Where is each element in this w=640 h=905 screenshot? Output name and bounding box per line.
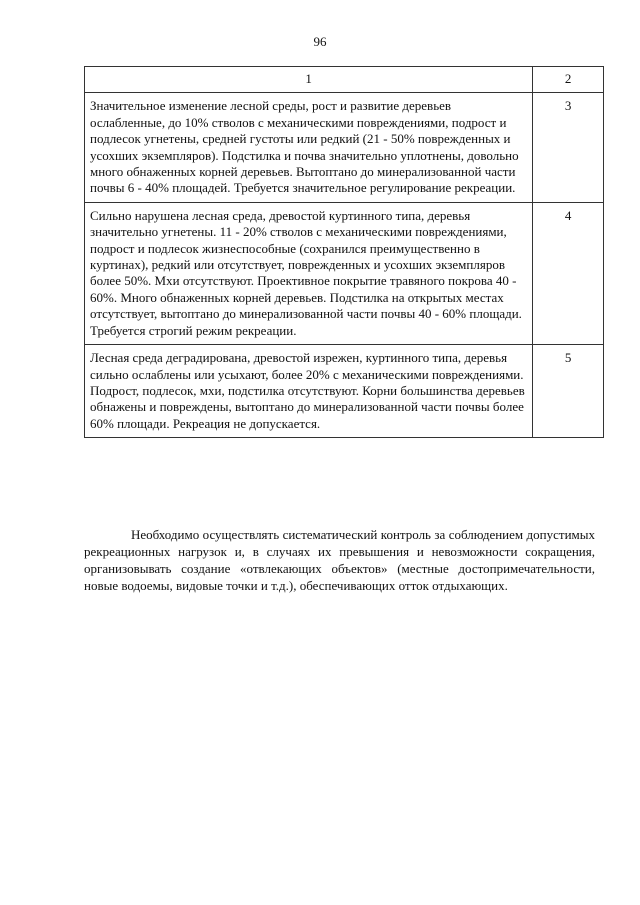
level-cell: 4 — [533, 202, 604, 344]
table-row — [85, 202, 604, 344]
description-cell: Значительное изменение лесной среды, рост и развитие деревьев ослабленные, до 10% стволов с механическими повреждениями, подрост и подлесок угнетены, средней густоты или редкий (21 - 50% поврежденных и усохших экземпляров). Подстилка и почва значительно уплотнены, довольно много обнаженных корней деревьев. Вытоптано до минерализованной части почвы 6 - 40% площадей. Требуется значительное регулирование рекреации. — [85, 93, 533, 202]
table-row — [85, 93, 604, 202]
level-cell: 5 — [533, 345, 604, 438]
description-cell: Лесная среда деградирована, древостой изрежен, куртинного типа, деревья сильно ослаблены или усыхают, более 20% с механическими повреждениями. Подрост, подлесок, мхи, подстилка отсутствуют. Корни большинства деревьев обнажены и повреждены, вытоптано до минерализованной части почвы более 60% площади. Рекреация не допускается. — [85, 345, 533, 438]
column-header-level: 2 — [533, 67, 604, 93]
recreation-degradation-table — [84, 66, 604, 438]
column-header-description: 1 — [85, 67, 533, 93]
page-number: 96 — [313, 34, 327, 49]
description-cell: Сильно нарушена лесная среда, древостой куртинного типа, деревья значительно угнетены. 11 - 20% стволов с механическими повреждениями, подрост и подлесок жизнеспособные (сохранился преимущественно в куртинах), редкий или отсутствует, поврежденных и усохших экземпляров более 50%. Мхи отсутствуют. Проективное покрытие травяного покрова 40 - 60%. Много обнаженных корней деревьев. Подстилка на открытых местах отсутствует, вытоптано до минерализованной части почвы 40 - 60% площади. Требуется строгий режим рекреации. — [85, 202, 533, 344]
level-cell: 3 — [533, 93, 604, 202]
closing-paragraph: Необходимо осуществлять систематический контроль за соблюдением допустимых рекреационных нагрузок и, в случаях их превышения и невозможности сокращения, организовывать создание «отвлекающих объектов» (местные достопримечательности, новые водоемы, видовые точки и т.д.), обеспечивающих отток отдыхающих. — [84, 527, 595, 593]
table-header-row — [85, 67, 604, 93]
table-row — [85, 345, 604, 438]
